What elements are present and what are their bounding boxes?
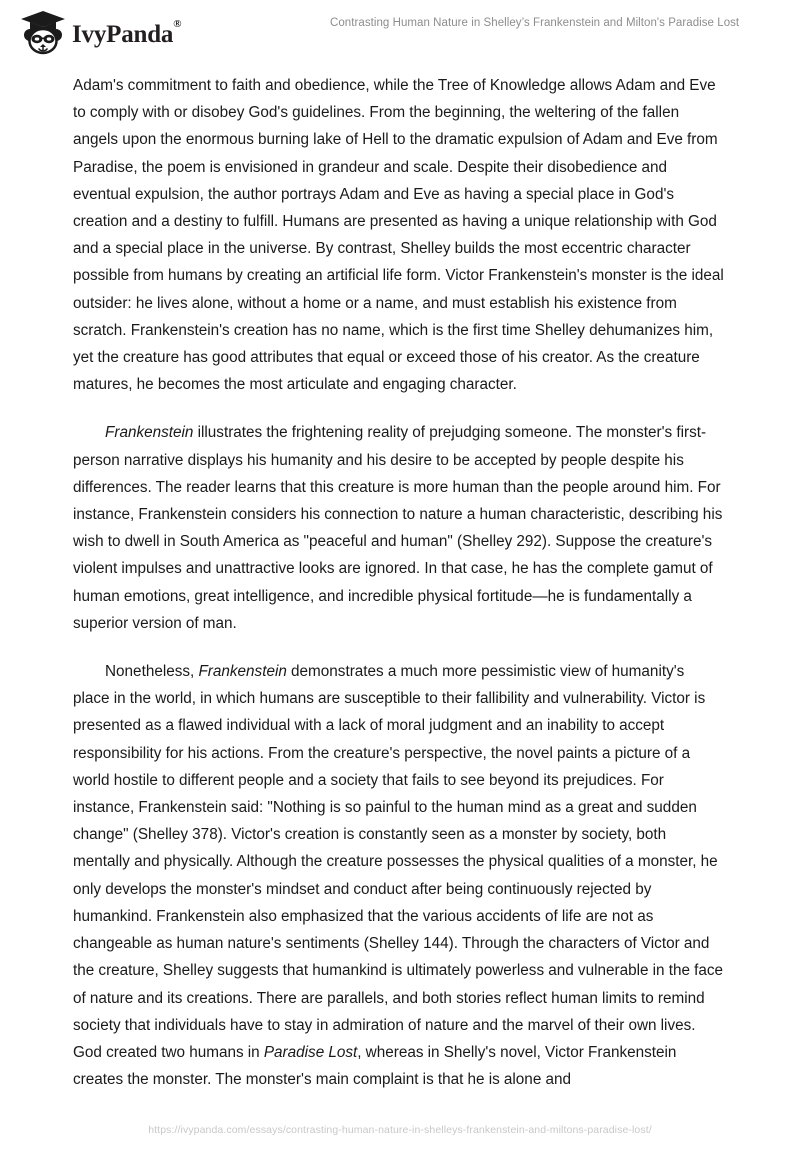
brand-name-text: IvyPanda bbox=[72, 20, 174, 48]
paragraph-text: Adam's commitment to faith and obedience, while the Tree of Knowledge allows Adam and Eve to comply with or disobey God's guidelines. From the beginning, the weltering of the fallen angels upon the enormous burning lake of Hell to the dramatic expulsion of Adam and Eve from Paradise, the poem is envisioned in grandeur and scale. Despite their disobedience and eventual expulsion, the author portrays Adam and Eve as having a special place in God's creation and a destiny to fulfill. Humans are presented as having a unique relationship with God and a special place in the universe. By contrast, Shelley builds the most eccentric character possible from humans by creating an artificial life form. Victor Frankenstein's monster is the ideal outsider: he lives alone, without a home or a name, and must establish his existence from scratch. Frankenstein's creation has no name, which is the first time Shelley dehumanizes him, yet the creature has good attributes that equal or exceed those of his creator. As the creature matures, he becomes the most articulate and engaging character. bbox=[73, 77, 724, 394]
italic-title-text: Frankenstein bbox=[198, 663, 287, 681]
paragraph-text: demonstrates a much more pessimistic view of humanity's place in the world, in which humans are susceptible to their fallibility and vulnerability. Victor is presented as a flawed individual with a lack of moral judgment and an inability to accept responsibility for his actions. From the creature's perspective, the novel paints a picture of a world hostile to different people and a society that fails to see beyond its prejudices. For instance, Frankenstein said: "Nothing is so painful to the human mind as a great and sudden change" (Shelley 378). Victor's creation is constantly seen as a monster by society, both mentally and physically. Although the creature possesses the physical qualities of a monster, he only develops the monster's mindset and conduct after being continuously rejected by humankind. Frankenstein also emphasized that the various accidents of life are not as changeable as human nature's sentiments (Shelley 144). Through the characters of Victor and the creature, Shelley suggests that humankind is ultimately powerless and vulnerable in the face of nature and its creations. There are parallels, and both stories reflect human limits to remind society that individuals have to stay in admiration of nature and the marvel of their own lives. God created two humans in bbox=[73, 663, 724, 1061]
essay-body bbox=[73, 72, 725, 1093]
document-title: Contrasting Human Nature in Shelley’s Frankenstein and Milton's Paradise Lost bbox=[330, 17, 740, 29]
italic-title-text: Frankenstein bbox=[105, 424, 194, 442]
paragraph-text: , whereas in Shelly's novel, Victor Frankenstein creates the monster. The monster's main complaint is that he is alone and bbox=[73, 1043, 677, 1089]
brand-logo[interactable] bbox=[17, 9, 181, 55]
page-footer bbox=[0, 1120, 800, 1138]
paragraph-text: illustrates the frightening reality of prejudging someone. The monster's first-person narrative displays his humanity and his desire to be accepted by people despite his differences. The reader learns that this creature is more human than the people around him. For instance, Frankenstein considers his connection to nature a human characteristic, describing his wish to dwell in South America as "peaceful and human" (Shelley 292). Suppose the creature's violent impulses and unattractive looks are ignored. In that case, he has the complete gamut of human emotions, great intelligence, and incredible physical fortitude—he is fundamentally a superior version of man. bbox=[73, 424, 723, 632]
paragraph-text: Nonetheless, bbox=[105, 663, 199, 681]
essay-paragraph bbox=[73, 419, 725, 637]
panda-graduate-logo-icon bbox=[17, 9, 69, 55]
source-url-link[interactable]: https://ivypanda.com/essays/contrasting-human-nature-in-shelleys-frankenstein-and-miltons-paradise-lost/ bbox=[148, 1124, 652, 1136]
italic-title-text: Paradise Lost bbox=[263, 1043, 358, 1061]
registered-trademark-icon: ® bbox=[173, 18, 182, 31]
page-header bbox=[0, 0, 800, 62]
essay-paragraph bbox=[73, 72, 725, 398]
brand-wordmark bbox=[72, 18, 182, 48]
essay-paragraph bbox=[73, 658, 725, 1093]
